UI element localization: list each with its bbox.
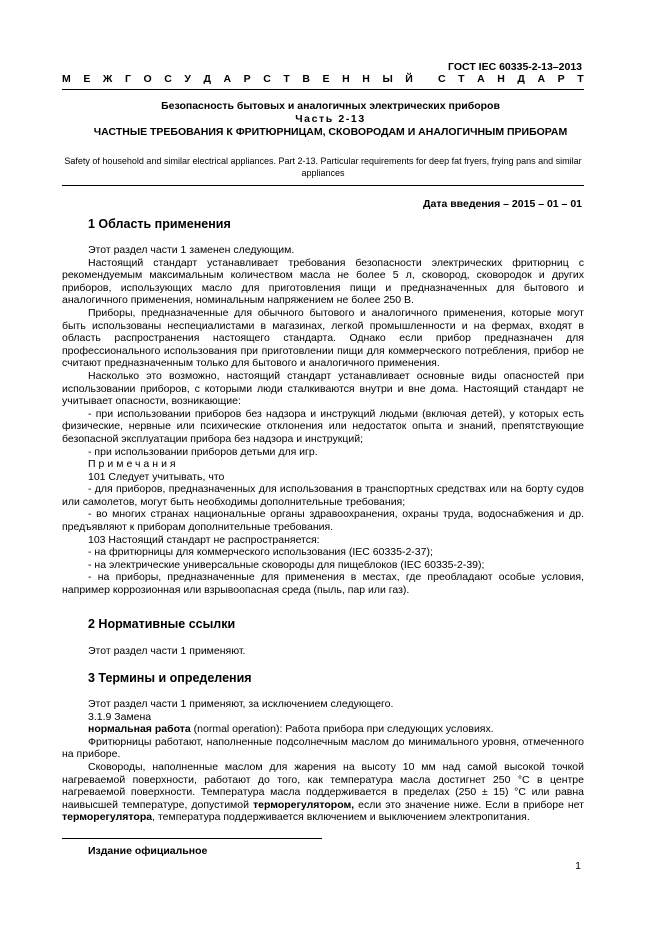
title-line-1: Безопасность бытовых и аналогичных электрических приборов [161,100,500,112]
standard-type-letter: Г [124,73,131,85]
section-1-heading: 1 Область применения [88,217,231,231]
paragraph: Настоящий стандарт устанавливает требования безопасности электрических фритюрниц с рекомендуемым максимальным количеством масла не более 5 л, сковород, сковородок и других приборов, использующих масло для приготовления пищи и предназначенных для бытового и аналогичного применения, номинальным напряжением не более 250 В. [62,256,584,307]
note-item: 103 Настоящий стандарт не распространяется: [88,533,320,546]
list-item: - на фритюрницы для коммерческого использования (IEC 60335-2-37); [88,546,433,559]
paragraph: Насколько это возможно, настоящий стандарт устанавливает основные виды опасностей при использовании приборов, с которыми люди сталкиваются внутри и вне дома. Настоящий стандарт не учитывает опасности, возникающие: [62,369,584,408]
section-1-body [62,244,584,597]
standard-type-letter: С [437,73,446,85]
list-item: - при использовании приборов без надзора и инструкций людьми (включая детей), у которых есть физические, нервные или психические отклонения или недостаток опыта и знаний, препятствующие безопасной эксплуатации прибора без надзора и инструкций; [62,407,584,445]
standard-type-letter: Р [243,73,251,85]
paragraph: Сковороды, наполненные маслом для жарения на высоту 10 мм над самой высокой точкой нагреваемой поверхности, работают до того, как температура масла достигнет 250 °С в центре нагреваемой поверхности. Температура масла поддерживается в пределах (250 ± 15) °С или равна наивысшей температуре, допустимой терморегулятором, если это значение ниже. Если в приборе нет терморегулятора, температура поддерживается включением и выключением электропитания. [62,760,584,824]
standard-type-letter: Ы [382,73,393,85]
standard-type-letter: Т [577,73,584,85]
footer-rule [62,838,322,839]
document-code: ГОСТ IEC 60335-2-13–2013 [448,61,582,73]
standard-type-letter: С [263,73,271,85]
section-2-heading: 2 Нормативные ссылки [88,617,236,631]
standard-type-letter: О [143,73,152,85]
paragraph: 3.1.9 Замена [88,710,152,723]
list-item: - на приборы, предназначенные для применения в местах, где преобладают особые условия, например коррозионная или взрывоопасная среда (пыль, пар или газ). [62,571,584,597]
standard-type-letter: У [184,73,191,85]
notes-label: Примечания [88,458,179,471]
list-item: - на электрические универсальные сковороды для пищеблоков (IEC 60335-2-39); [88,558,485,571]
paragraph: нормальная работа (normal operation): Работа прибора при следующих условиях. [88,723,494,736]
section-3-body [62,698,584,824]
paragraph: Этот раздел части 1 применяют. [88,645,246,657]
standard-type-letter: Н [362,73,370,85]
standard-type-letter: Д [203,73,211,85]
standard-type-letter: М [62,73,71,85]
standard-type-letter: С [164,73,172,85]
section-2-body [62,645,584,658]
note-item: 101 Следует учитывать, что [88,470,225,483]
list-item: - для приборов, предназначенных для использования в транспортных средствах или на борту судов или самолетов, могут быть необходимы дополнительные требования; [62,483,584,508]
paragraph: Этот раздел части 1 заменен следующим. [88,244,295,256]
standard-type-letter: В [302,73,310,85]
standard-type-letter: Ж [102,73,113,85]
page-number: 1 [575,860,581,872]
title-rule [62,185,584,186]
official-edition-label: Издание официальное [88,845,208,857]
standard-type-label [62,73,584,85]
introduction-date: Дата введения – 2015 – 01 – 01 [423,198,582,210]
standard-type-letter: Й [405,73,413,85]
standard-type-letter: Е [322,73,330,85]
standard-type-letter: А [477,73,485,85]
list-item: - во многих странах национальные органы здравоохранения, охраны труда, водоснабжения и др. предъявляют к приборам дополнительные требования. [62,508,584,534]
paragraph: Фритюрницы работают, наполненные подсолнечным маслом до минимального уровня, отмеченного на приборе. [62,735,584,761]
title-part-number: Часть 2-13 [295,113,366,125]
english-title: Safety of household and similar electrical appliances. Part 2-13. Particular requirements for deep fat fryers, frying pans and similar appliances [64,156,582,178]
paragraph: Приборы, предназначенные для обычного бытового и аналогичного применения, которые могут быть использованы неспециалистами в магазинах, легкой промышленности и на фермах, входят в область распространения настоящего стандарта. Однако если прибор предназначен для профессионального использования при приготовлении пищи для коммерческого потребления, прибор не считают предназначенным только для бытового и аналогичного применения. [62,306,584,370]
title-particular-requirements: ЧАСТНЫЕ ТРЕБОВАНИЯ К ФРИТЮРНИЦАМ, СКОВОРОДАМ И АНАЛОГИЧНЫМ ПРИБОРАМ [93,126,568,138]
term-bold: терморегулятором, [252,798,355,811]
section-3-heading: 3 Термины и определения [88,671,252,685]
standard-type-letter: Т [283,73,290,85]
list-item: - при использовании приборов детьми для игр. [88,445,318,458]
standard-type-letter: Д [517,73,525,85]
standard-type-letter: Р [557,73,565,85]
header-rule [62,89,584,90]
standard-type-letter: Т [458,73,465,85]
standard-type-letter: Н [497,73,505,85]
term-bold: терморегулятора [62,811,153,824]
paragraph: Этот раздел части 1 применяют, за исключением следующего. [88,698,394,710]
standard-type-letter: А [537,73,546,85]
standard-type-letter: Н [342,73,350,85]
standard-type-letter: Е [83,73,91,85]
standard-type-letter: А [223,73,232,85]
term-bold: нормальная работа [88,723,191,736]
